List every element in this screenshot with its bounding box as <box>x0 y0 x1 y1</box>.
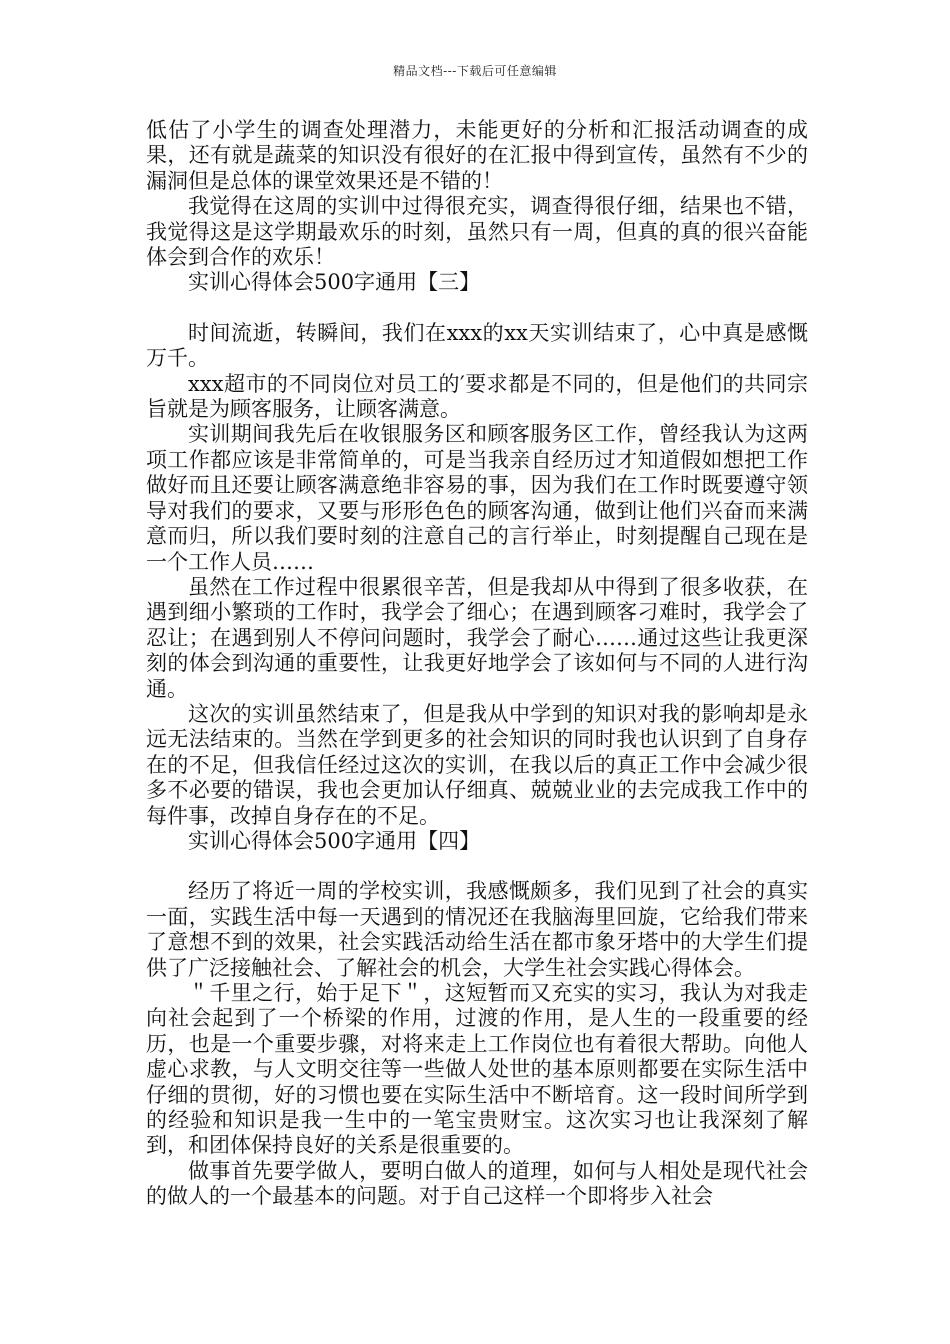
paragraph-10: 做事首先要学做人，要明白做人的道理，如何与人相处是现代社会的做人的一个最基本的问题。对于自己这样一个即将步入社会 <box>146 1158 808 1209</box>
spacer <box>146 854 808 879</box>
spacer <box>146 296 808 321</box>
paragraph-3: 时间流逝，转瞬间，我们在xxx的xx天实训结束了，心中真是感慨万千。 <box>146 320 808 371</box>
section-heading-3: 实训心得体会500字通用【三】 <box>188 270 481 295</box>
paragraph-8: 经历了将近一周的学校实训，我感慨颇多，我们见到了社会的真实一面，实践生活中每一天遇到的情况还在我脑海里回旋，它给我们带来了意想不到的效果，社会实践活动给生活在都市象牙塔中的大学生们提供了广泛接触社会、了解社会的机会，大学生社会实践心得体会。 <box>146 879 808 980</box>
paragraph-5: 实训期间我先后在收银服务区和顾客服务区工作，曾经我认为这两项工作都应该是非常简单的，可是当我亲自经历过才知道假如想把工作做好而且还要让顾客满意绝非容易的事，因为我们在工作时既要遵守领导对我们的要求，又要与形形色色的顾客沟通，做到让他们兴奋而来满意而归，所以我们要时刻的注意自己的言行举止，时刻提醒自己现在是一个工作人员…… <box>146 422 808 574</box>
paragraph-9: ＂千里之行，始于足下＂，这短暂而又充实的实习，我认为对我走向社会起到了一个桥梁的作用，过渡的作用，是人生的一段重要的经历，也是一个重要步骤，对将来走上工作岗位也有着很大帮助。向他人虚心求教，与人文明交往等一些做人处世的基本原则都要在实际生活中仔细的贯彻，好的习惯也要在实际生活中不断培育。这一段时间所学到的经验和知识是我一生中的一笔宝贵财宝。这次实习也让我深刻了解到，和团体保持良好的关系是很重要的。 <box>146 981 808 1158</box>
paragraph-6: 虽然在工作过程中很累很辛苦，但是我却从中得到了很多收获，在遇到细小繁琐的工作时，我学会了细心；在遇到顾客刁难时，我学会了忍让；在遇到别人不停问问题时，我学会了耐心……通过这些让我更深刻的体会到沟通的重要性，让我更好地学会了该如何与不同的人进行沟通。 <box>146 574 808 701</box>
paragraph-4: xxx超市的不同岗位对员工的′要求都是不同的，但是他们的共同宗旨就是为顾客服务，让顾客满意。 <box>146 371 808 422</box>
section-heading-4: 实训心得体会500字通用【四】 <box>188 828 481 853</box>
page-header: 精品文档---下载后可任意编辑 <box>393 64 557 78</box>
paragraph-7: 这次的实训虽然结束了，但是我从中学到的知识对我的影响却是永远无法结束的。当然在学到更多的社会知识的同时我也认识到了自身存在的不足，但我信任经过这次的实训，在我以后的真正工作中会减少很多不必要的错误，我也会更加认仔细真、兢兢业业的去完成我工作中的每件事，改掉自身存在的不足。 <box>146 701 808 828</box>
document-body <box>146 118 808 1210</box>
paragraph-2: 我觉得在这周的实训中过得很充实，调查得很仔细，结果也不错，我觉得这是这学期最欢乐的时刻，虽然只有一周，但真的真的很兴奋能体会到合作的欢乐！ <box>146 194 808 270</box>
paragraph-1: 低估了小学生的调查处理潜力，未能更好的分析和汇报活动调查的成果，还有就是蔬菜的知识没有很好的在汇报中得到宣传，虽然有不少的漏洞但是总体的课堂效果还是不错的！ <box>146 118 808 193</box>
